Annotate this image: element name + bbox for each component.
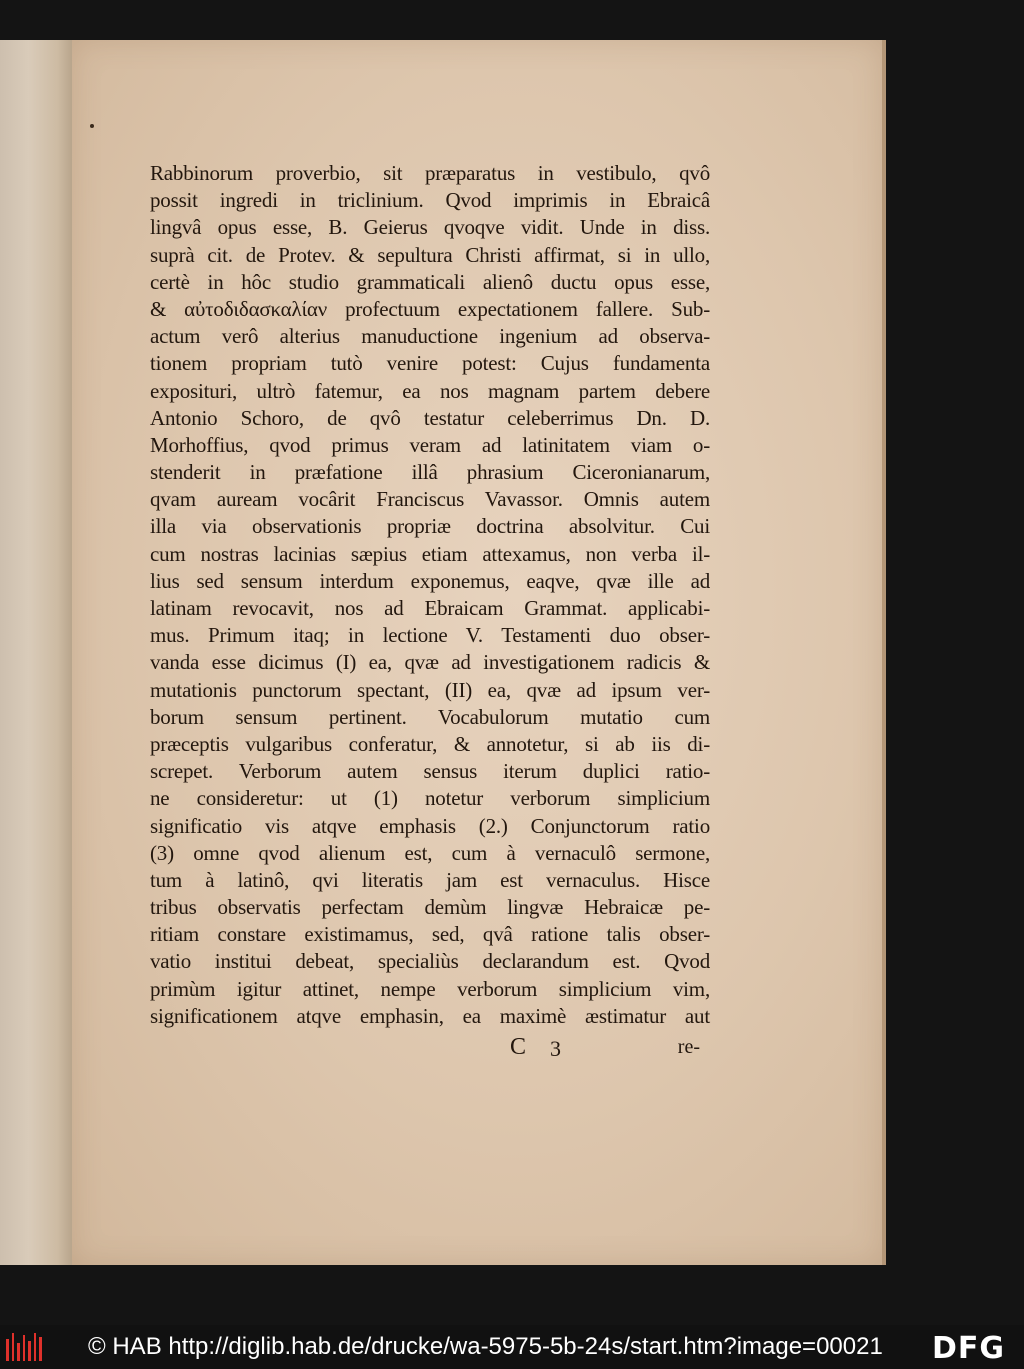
page-edge [882,40,886,1265]
signature-mark: C [510,1034,527,1060]
text-line: Rabbinorum proverbio, sit præparatus in vestibulo, qvô [150,161,710,185]
text-line: tribus observatis perfectam demùm lingvæ Hebraicæ pe- [150,895,710,920]
text-line: cum nostras lacinias sæpius etiam attexamus, non verba il- [150,541,710,566]
text-line: expositurі, ultrò fatemur, ea nos magnam partem debere [150,378,710,403]
text-line: vatio institui debeat, specialiùs declarandum est. Qvod [150,949,710,974]
text-line: mutationis punctorum spectant, (II) ea, qvæ ad ipsum ver- [150,677,710,702]
page-footer-line [150,1034,710,1064]
text-line: lingvâ opus esse, B. Geierus qvoqve vidit. Unde in diss. [150,215,710,240]
text-line: primùm igitur attinet, nempe verborum simplicium vim, [150,976,710,1001]
signature-number: 3 [550,1036,561,1061]
text-line: Morhoffius, qvod primus veram ad latinitatem viam o- [150,432,710,457]
text-line: latinam revocavit, nos ad Ebraicam Grammat. applicabi- [150,596,710,620]
body-text [150,160,710,1030]
text-line: ne consideretur: ut (1) notetur verborum simplicium [150,786,710,811]
text-line: qvam auream vocârit Franciscus Vavassor. Omnis autem [150,487,710,512]
text-line: significatio vis atqve emphasis (2.) Conjunctorum ratio [150,813,710,838]
text-line: stenderit in præfatione illâ phrasium Ciceronianarum, [150,460,710,485]
text-line: mus. Primum itaq; in lectione V. Testamenti duo obser- [150,623,710,648]
viewer-footer [0,1325,1024,1369]
catchword: re- [677,1036,700,1058]
text-line: illa via observationis propriæ doctrina absolvitur. Cui [150,514,710,539]
text-line: significationem atqve emphasin, ea maximè æstimatur aut [150,1003,710,1028]
text-line: ritiam constare existimamus, sed, qvâ ratione talis obser- [150,922,710,947]
text-line: præceptis vulgaribus conferatur, & annotetur, si ab iis di- [150,731,710,756]
text-line: tum à latinô, qvi literatis jam est vernaculus. Hisce [150,867,710,892]
text-line: certè in hôc studio grammaticali alienô ductu opus esse, [150,269,710,294]
text-line: borum sensum pertinent. Vocabulorum mutatio cum [150,704,710,729]
facing-page-edge [0,40,74,1265]
text-line: tionem propriam tutò venire potest: Cujus fundamenta [150,351,710,376]
text-line: suprà cit. de Protev. & sepultura Christi affirmat, si in ullo, [150,242,710,267]
text-line: vanda esse dicimus (I) ea, qvæ ad investigationem radicis & [150,650,710,675]
hab-logo-icon [6,1333,42,1361]
text-line: lius sed sensum interdum exponemus, eaqve, qvæ ille ad [150,568,710,593]
dfg-logo: DFG [932,1331,1006,1366]
text-line: Antonio Schoro, de qvô testatur celeberrimus Dn. D. [150,405,710,430]
text-line: & αὐτοδιδασκαλίαν profectuum expectationem fallere. Sub- [150,296,710,321]
text-line: actum verô alterius manuductione ingenium ad observa- [150,324,710,349]
text-line: (3) omne qvod alienum est, cum à vernaculô sermone, [150,840,710,865]
ink-speck [90,124,94,128]
text-line: screpet. Verborum autem sensus iterum duplici ratio- [150,759,710,784]
text-line: possit ingredi in triclinium. Qvod imprimis in Ebraicâ [150,188,710,213]
copyright-link[interactable]: © HAB http://diglib.hab.de/drucke/wa-5975-5b-24s/start.htm?image=00021 [88,1333,883,1360]
